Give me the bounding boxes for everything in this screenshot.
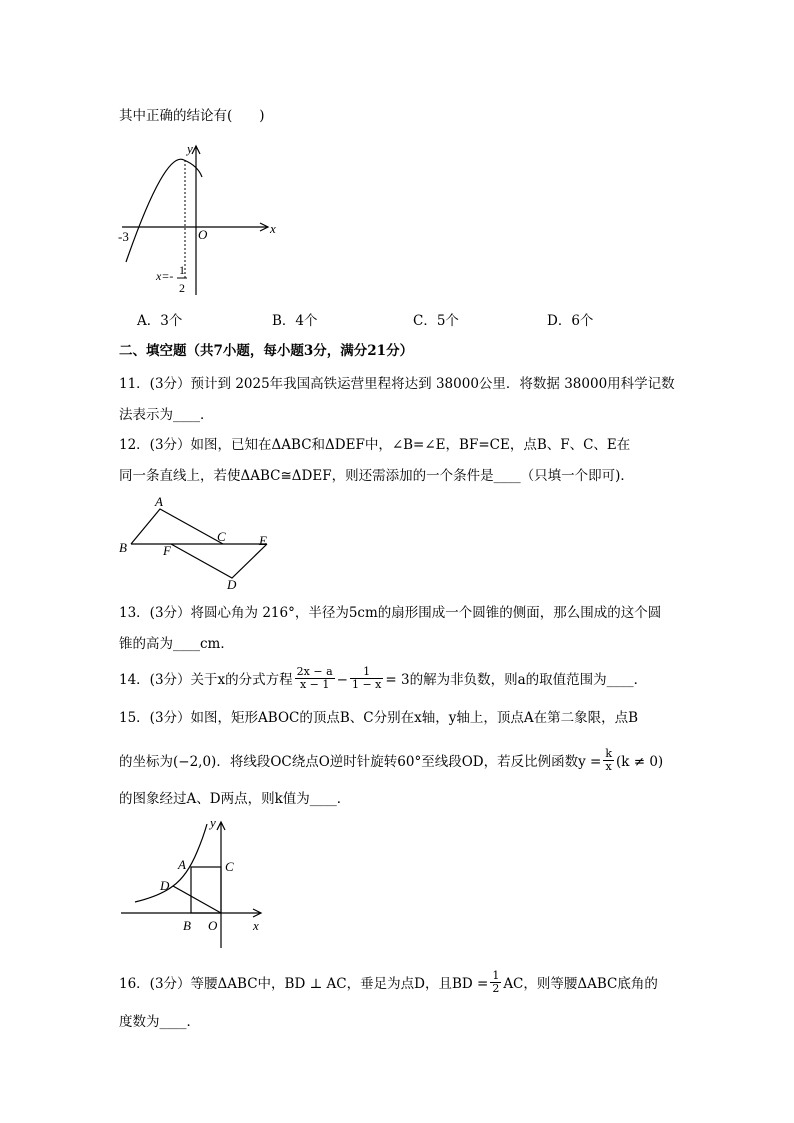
- q15-line2: [119, 747, 664, 775]
- label-D: D: [227, 577, 237, 592]
- label-C: C: [217, 529, 226, 544]
- origin-label: O: [198, 227, 208, 242]
- q16-line2: 度数为____．: [119, 1014, 200, 1030]
- q14-fraction1: [295, 666, 335, 691]
- q13-line2: 锥的高为____cm．: [119, 636, 234, 652]
- hyperbola-curve: [135, 824, 207, 902]
- intro-text: 其中正确的结论有( ): [119, 108, 265, 124]
- neg3-label: -3: [118, 229, 129, 244]
- q16-fraction: [490, 970, 501, 995]
- label-B: B: [119, 540, 127, 555]
- q15-f-den: x: [605, 760, 612, 773]
- segment-OD: [173, 886, 221, 913]
- section-title: 二、填空题（共7小题，每小题3分，满分21分）: [119, 343, 414, 359]
- y-label: y: [187, 141, 193, 156]
- label-B: B: [183, 918, 191, 933]
- q14-f2-num: 1: [350, 666, 383, 679]
- option-c: C．5个: [413, 313, 459, 329]
- q15-l2-suffix: (k ≠ 0): [616, 754, 664, 770]
- half-denominator: 2: [179, 281, 185, 295]
- q15-line1: 15．(3分）如图，矩形ABOC的顶点B、C分别在x轴，y轴上，顶点A在第二象限，点B: [119, 710, 639, 726]
- q14-suffix: = 3的解为非负数，则a的取值范围为____．: [385, 672, 648, 688]
- q16-suffix: AC，则等腰ΔABC底角的: [503, 976, 658, 992]
- q15-f-num: k: [605, 747, 612, 760]
- xeq-label: x=-: [156, 269, 174, 283]
- q14-line: [119, 665, 648, 693]
- label-C: C: [225, 859, 234, 874]
- option-d: D．6个: [547, 313, 594, 329]
- triangle-ABC: [131, 509, 223, 544]
- q15-line3: 的图象经过A、D两点，则k值为____．: [119, 791, 351, 807]
- q14-f1-den: x − 1: [299, 678, 330, 691]
- half-numerator: 1: [179, 263, 185, 277]
- rectangle-ABOC: [191, 867, 221, 913]
- q14-f1-num: 2x − a: [296, 665, 333, 678]
- x-label: x: [253, 918, 259, 933]
- label-E: E: [259, 533, 267, 548]
- q14-minus: −: [336, 672, 348, 688]
- q14-fraction2: [350, 666, 383, 691]
- q16-f-den: 2: [492, 982, 500, 995]
- y-label: y: [210, 815, 216, 830]
- q12-line1: 12．(3分）如图，已知在ΔABC和ΔDEF中，∠B=∠E，BF=CE，点B、F、C、E在: [119, 437, 631, 453]
- option-a: A．3个: [137, 313, 183, 329]
- q14-f2-den: 1 − x: [351, 678, 382, 691]
- parabola-figure: [110, 140, 290, 300]
- q11-line2: 法表示为____．: [119, 407, 214, 423]
- triangle-DEF: [171, 544, 267, 578]
- label-O: O: [208, 918, 218, 933]
- q15-l2-prefix: 的坐标为(−2,0)．将线段OC绕点O逆时针旋转60°至线段OD，若反比例函数y =: [119, 754, 602, 770]
- q16-f-num: 1: [492, 969, 500, 982]
- label-F: F: [163, 543, 171, 558]
- q16-line1: [119, 969, 658, 997]
- q11-line1: 11．(3分）预计到 2025年我国高铁运营里程将达到 38000公里．将数据 38000用科学记数: [119, 376, 675, 392]
- label-A: A: [155, 494, 163, 509]
- q12-line2: 同一条直线上，若使ΔABC≅ΔDEF，则还需添加的一个条件是____（只填一个即可)．: [119, 468, 634, 484]
- q14-prefix: 14．(3分）关于x的分式方程: [119, 672, 293, 688]
- option-b: B．4个: [272, 313, 318, 329]
- rectangle-hyperbola-figure: [115, 814, 275, 954]
- label-A: A: [178, 857, 186, 872]
- parabola-curve: [126, 159, 202, 262]
- q16-prefix: 16．(3分）等腰ΔABC中，BD ⊥ AC，垂足为点D，且BD =: [119, 976, 489, 992]
- label-D: D: [160, 878, 170, 893]
- q13-line1: 13．(3分）将圆心角为 216°，半径为5cm的扇形围成一个圆锥的侧面，那么围成的这个圆: [119, 605, 662, 621]
- q15-fraction: [603, 748, 614, 773]
- triangles-figure: [115, 493, 285, 593]
- x-label: x: [270, 221, 276, 236]
